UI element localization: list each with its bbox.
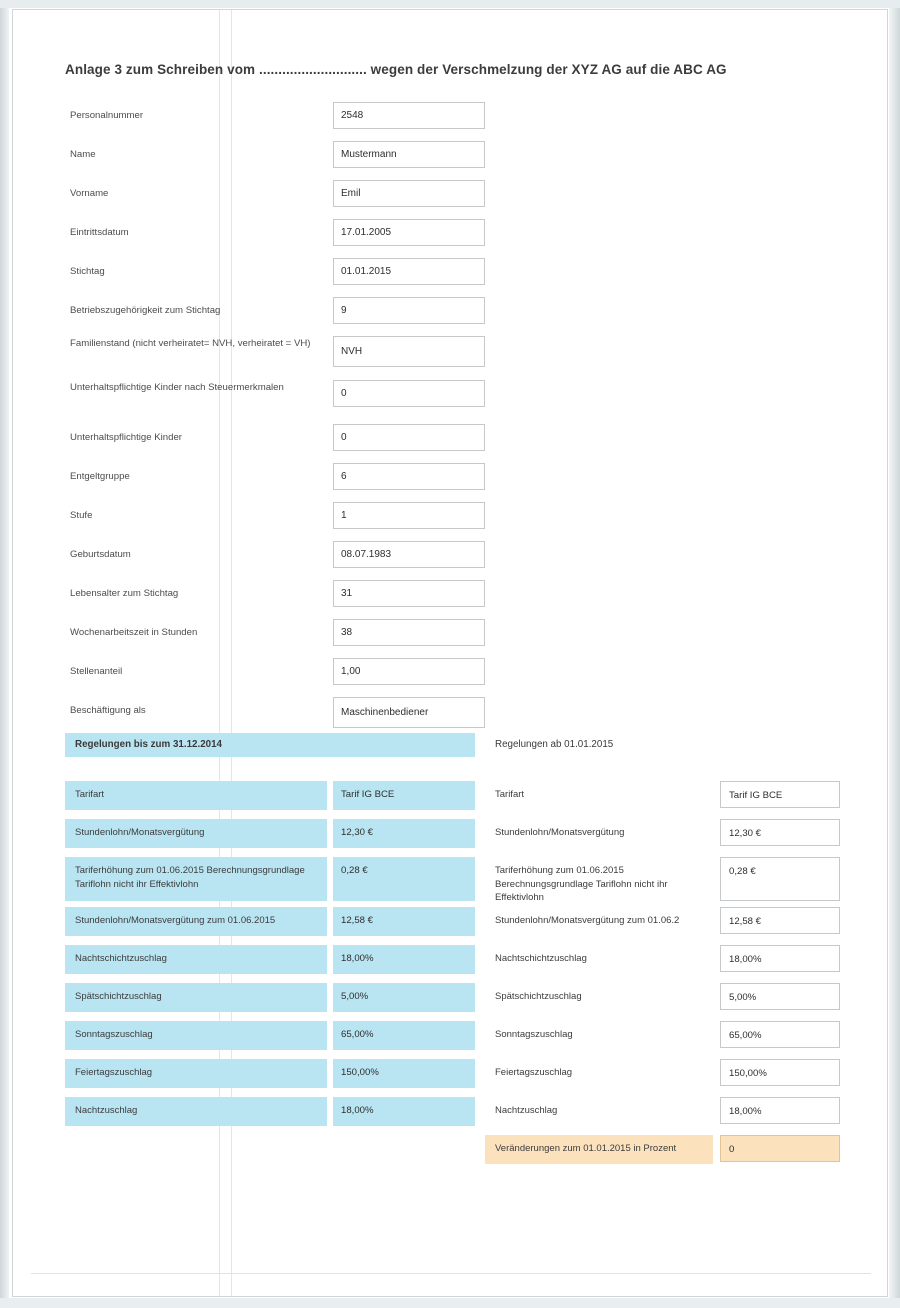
table-row-label: Stundenlohn/Monatsvergütung	[65, 819, 327, 848]
field-label: Vorname	[70, 188, 109, 199]
table-row	[485, 819, 877, 848]
table-row-value[interactable]: 18,00%	[333, 1097, 475, 1126]
table-row-value[interactable]: 0	[720, 1135, 840, 1162]
right-section-header	[485, 733, 877, 757]
form-field-row	[65, 178, 495, 216]
table-row-value[interactable]: 12,58 €	[720, 907, 840, 934]
field-value-input[interactable]: 1	[333, 502, 485, 529]
table-row-label: Spätschichtzuschlag	[65, 983, 327, 1012]
table-row-value[interactable]: 150,00%	[333, 1059, 475, 1088]
table-row-label: Feiertagszuschlag	[495, 1067, 573, 1078]
field-label: Eintrittsdatum	[70, 227, 129, 238]
form-field-row	[65, 139, 495, 177]
field-label: Stichtag	[70, 266, 105, 277]
table-row-value[interactable]: 12,30 €	[720, 819, 840, 846]
field-value-input[interactable]: Mustermann	[333, 141, 485, 168]
field-label: Lebensalter zum Stichtag	[70, 588, 179, 599]
table-row-value[interactable]: Tarif IG BCE	[333, 781, 475, 810]
left-section-header	[65, 733, 475, 757]
form-field-row	[65, 100, 495, 138]
page-title: Anlage 3 zum Schreiben vom ............................ wegen der Verschmelzung der XYZ AG auf die ABC AG	[65, 62, 727, 77]
form-field-row	[65, 617, 495, 655]
table-row-value[interactable]: 12,58 €	[333, 907, 475, 936]
field-value-input[interactable]: 0	[333, 380, 485, 407]
field-value-input[interactable]: 2548	[333, 102, 485, 129]
field-label: Stellenanteil	[70, 666, 123, 677]
form-field-row	[65, 695, 495, 733]
table-row	[65, 781, 475, 810]
table-row-label: Sonntagszuschlag	[65, 1021, 327, 1050]
table-row-value[interactable]: 18,00%	[720, 945, 840, 972]
field-value-input[interactable]: 17.01.2005	[333, 219, 485, 246]
table-row-label: Tariferhöhung zum 01.06.2015 Berechnungsgrundlage Tariflohn nicht ihr Effektivlohn	[495, 865, 668, 903]
field-label: Beschäftigung als	[70, 705, 146, 716]
table-row-label: Stundenlohn/Monatsvergütung zum 01.06.2015	[65, 907, 327, 936]
field-label: Geburtsdatum	[70, 549, 131, 560]
form-field-row	[65, 378, 495, 416]
table-row	[485, 1097, 877, 1126]
field-value-input[interactable]: 31	[333, 580, 485, 607]
field-label: Betriebszugehörigkeit zum Stichtag	[70, 305, 221, 316]
table-row-label: Feiertagszuschlag	[65, 1059, 327, 1088]
table-row	[485, 907, 877, 936]
table-row	[65, 1021, 475, 1050]
field-value-input[interactable]: 38	[333, 619, 485, 646]
table-row	[65, 983, 475, 1012]
table-row-value[interactable]: 5,00%	[333, 983, 475, 1012]
field-value-input[interactable]: 1,00	[333, 658, 485, 685]
table-row	[485, 1059, 877, 1088]
scan-edge-top	[0, 0, 900, 8]
document-sheet	[12, 9, 888, 1297]
table-row	[65, 1097, 475, 1126]
table-row-label: Stundenlohn/Monatsvergütung	[495, 827, 625, 838]
table-row-value[interactable]: 150,00%	[720, 1059, 840, 1086]
table-row	[65, 857, 475, 901]
field-label: Unterhaltspflichtige Kinder	[70, 432, 182, 443]
table-row-value[interactable]: 0,28 €	[720, 857, 840, 901]
field-value-input[interactable]: 08.07.1983	[333, 541, 485, 568]
table-row-label: Veränderungen zum 01.01.2015 in Prozent	[485, 1135, 713, 1164]
table-row-label: Spätschichtzuschlag	[495, 991, 582, 1002]
field-value-input[interactable]: 0	[333, 424, 485, 451]
table-row-value[interactable]: Tarif IG BCE	[720, 781, 840, 808]
scan-edge-left	[0, 0, 9, 1308]
table-row	[485, 781, 877, 810]
table-row-value[interactable]: 65,00%	[720, 1021, 840, 1048]
table-row	[65, 1059, 475, 1088]
scan-edge-right	[889, 0, 900, 1308]
table-row	[65, 819, 475, 848]
table-row-label: Tariferhöhung zum 01.06.2015 Berechnungsgrundlage Tariflohn nicht ihr Effektivlohn	[65, 857, 327, 901]
table-row-label: Nachtschichtzuschlag	[65, 945, 327, 974]
table-row-value[interactable]: 18,00%	[333, 945, 475, 974]
table-row-value[interactable]: 65,00%	[333, 1021, 475, 1050]
table-row	[485, 945, 877, 974]
field-value-input[interactable]: 6	[333, 463, 485, 490]
field-label: Stufe	[70, 510, 93, 521]
left-section-header-label: Regelungen bis zum 31.12.2014	[75, 739, 223, 750]
field-value-input[interactable]: Emil	[333, 180, 485, 207]
table-row-value[interactable]: 18,00%	[720, 1097, 840, 1124]
form-field-row	[65, 578, 495, 616]
field-value-input[interactable]: Maschinenbediener	[333, 697, 485, 728]
table-row	[485, 857, 877, 901]
table-row-label: Nachtzuschlag	[495, 1105, 558, 1116]
table-row-label: Tarifart	[65, 781, 327, 810]
table-row	[485, 983, 877, 1012]
form-field-row	[65, 217, 495, 255]
field-label: Name	[70, 149, 96, 160]
page-footer-rule	[31, 1273, 871, 1274]
field-label: Unterhaltspflichtige Kinder nach Steuermerkmalen	[70, 382, 284, 393]
form-field-row	[65, 461, 495, 499]
table-row-label: Sonntagszuschlag	[495, 1029, 573, 1040]
form-field-row	[65, 656, 495, 694]
table-row-label: Nachtschichtzuschlag	[495, 953, 587, 964]
field-label: Familienstand (nicht verheiratet= NVH, verheiratet = VH)	[70, 338, 311, 349]
form-field-row	[65, 256, 495, 294]
form-field-row	[65, 295, 495, 333]
table-row-value[interactable]: 0,28 €	[333, 857, 475, 901]
form-field-row	[65, 334, 495, 372]
field-value-input[interactable]: NVH	[333, 336, 485, 367]
table-row	[485, 1021, 877, 1050]
field-label: Entgeltgruppe	[70, 471, 130, 482]
table-row	[65, 907, 475, 936]
right-section-header-label: Regelungen ab 01.01.2015	[495, 739, 614, 750]
field-value-input[interactable]: 9	[333, 297, 485, 324]
field-label: Wochenarbeitszeit in Stunden	[70, 627, 198, 638]
form-field-row	[65, 500, 495, 538]
form-field-row	[65, 539, 495, 577]
table-row	[65, 945, 475, 974]
table-row-label: Nachtzuschlag	[65, 1097, 327, 1126]
scan-edge-bottom	[0, 1298, 900, 1308]
table-row	[485, 1135, 877, 1164]
field-label: Personalnummer	[70, 110, 144, 121]
table-row-label: Tarifart	[495, 789, 525, 800]
table-row-value[interactable]: 5,00%	[720, 983, 840, 1010]
table-row-value[interactable]: 12,30 €	[333, 819, 475, 848]
field-value-input[interactable]: 01.01.2015	[333, 258, 485, 285]
table-row-label: Stundenlohn/Monatsvergütung zum 01.06.2	[495, 915, 680, 926]
form-field-row	[65, 422, 495, 460]
